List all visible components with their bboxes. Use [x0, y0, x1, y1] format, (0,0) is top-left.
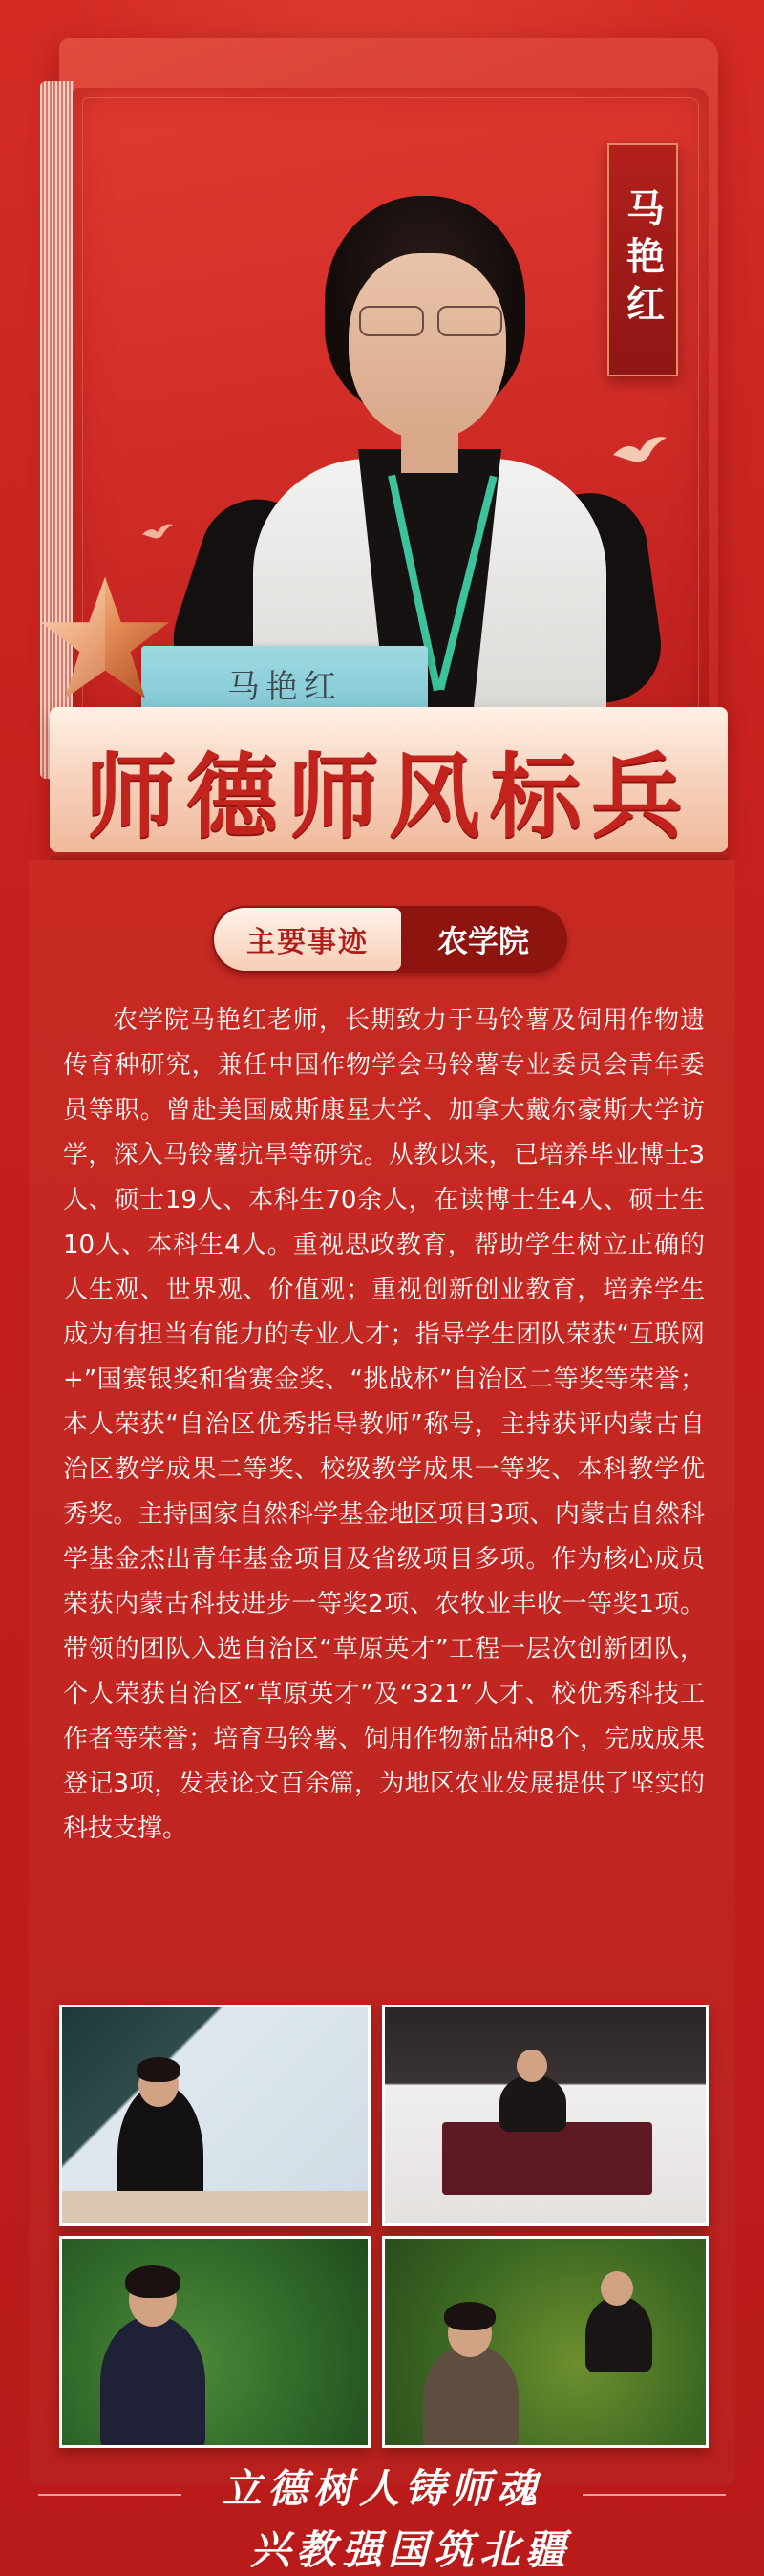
name-tag-text: 马艳红 — [620, 188, 665, 332]
slogan-line-1: 立德树人铸师魂 — [221, 2465, 542, 2512]
dove-icon — [141, 521, 174, 544]
classroom-lecture-photo — [59, 2005, 371, 2226]
greenhouse-photo — [382, 2236, 709, 2448]
dove-icon — [611, 432, 668, 470]
college-label: 农学院 — [436, 923, 529, 959]
desk-nameplate: 马艳红 — [141, 646, 428, 720]
vertical-name-tag — [607, 143, 678, 376]
slogan — [0, 2458, 764, 2576]
portrait-glasses — [353, 306, 506, 336]
potato-field-photo — [59, 2236, 371, 2448]
meeting-photo — [382, 2005, 709, 2226]
title-banner — [50, 707, 728, 852]
teacher-portrait — [167, 186, 606, 717]
main-paragraph: 农学院马艳红老师，长期致力于马铃薯及饲用作物遗传育种研究，兼任中国作物学会马铃薯专业委员会青年委员等职。曾赴美国威斯康星大学、加拿大戴尔豪斯大学访学，深入马铃薯抗旱等研究。从教以来，已培养毕业博士3人、硕士19人、本科生70余人，在读博士生4人、硕士生10人、本科生4人。重视思政教育，帮助学生树立正确的人生观、世界观、价值观；重视创新创业教育，培养学生成为有担当有能力的专业人才；指导学生团队荣获“互联网+”国赛银奖和省赛金奖、“挑战杯”自治区二等奖等荣誉；本人荣获“自治区优秀指导教师”称号，主持获评内蒙古自治区教学成果二等奖、校级教学成果一等奖、本科教学优秀奖。主持国家自然科学基金地区项目3项、内蒙古自然科学基金杰出青年基金项目及省级项目多项。作为核心成员荣获内蒙古科技进步一等奖2项、农牧业丰收一等奖1项。带领的团队入选自治区“草原英才”工程一层次创新团队，个人荣获自治区“草原英才”及“321”人才、校优秀科技工作者等荣誉；培育马铃薯、饲用作物新品种8个，完成成果登记3项，发表论文百余篇，为地区农业发展提供了坚实的科技支撑。 — [63, 1006, 705, 1843]
portrait-face — [349, 253, 506, 440]
star-icon — [38, 571, 172, 705]
section-label: 主要事迹 — [214, 908, 401, 971]
slogan-line-2: 兴教强国筑北疆 — [249, 2526, 571, 2573]
banner-title: 师德师风标兵 — [85, 742, 692, 850]
